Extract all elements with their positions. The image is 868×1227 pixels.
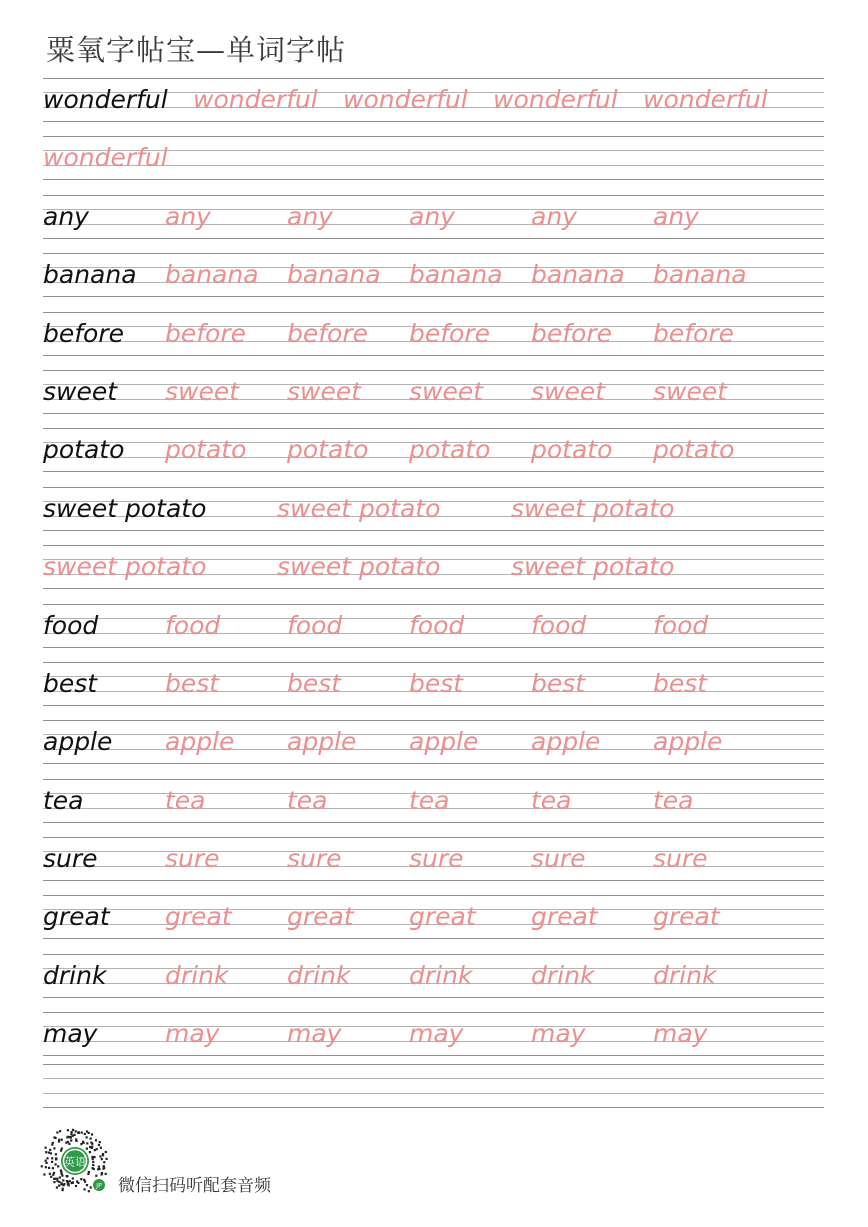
trace-word: sure bbox=[653, 844, 708, 874]
trace-word: great bbox=[409, 902, 476, 932]
trace-word: apple bbox=[165, 727, 235, 757]
practice-row bbox=[43, 779, 824, 837]
trace-word: may bbox=[409, 1019, 464, 1049]
trace-word: sweet bbox=[531, 376, 606, 406]
trace-word: best bbox=[409, 668, 464, 698]
trace-word: wonderful bbox=[493, 85, 618, 114]
practice-row bbox=[43, 1012, 824, 1070]
trace-word: apple bbox=[287, 727, 357, 757]
trace-word: sweet bbox=[409, 376, 484, 406]
trace-word: potato bbox=[287, 435, 369, 465]
trace-word: apple bbox=[653, 727, 723, 757]
trace-word: apple bbox=[409, 727, 479, 757]
practice-row bbox=[43, 370, 824, 428]
footer bbox=[40, 1126, 440, 1198]
practice-row bbox=[43, 487, 824, 545]
trace-word: any bbox=[287, 201, 333, 231]
trace-word: wonderful bbox=[343, 85, 468, 114]
practice-row bbox=[43, 428, 824, 486]
model-word: best bbox=[43, 668, 98, 698]
trace-word: apple bbox=[531, 727, 601, 757]
practice-row bbox=[43, 720, 824, 778]
model-word: may bbox=[43, 1019, 98, 1049]
trace-word: tea bbox=[531, 785, 572, 815]
model-word: drink bbox=[43, 960, 107, 990]
trace-word: food bbox=[165, 610, 221, 640]
trace-word: banana bbox=[653, 260, 747, 290]
trace-word: any bbox=[531, 201, 577, 231]
trace-word: sweet potato bbox=[43, 552, 207, 582]
trace-word: banana bbox=[531, 260, 625, 290]
trace-word: potato bbox=[165, 435, 247, 465]
trace-word: tea bbox=[409, 785, 450, 815]
qr-corner-label: JP bbox=[96, 1182, 102, 1190]
model-word: apple bbox=[43, 727, 113, 757]
trace-word: great bbox=[287, 902, 354, 932]
model-word: sure bbox=[43, 844, 98, 874]
trace-word: may bbox=[287, 1019, 342, 1049]
trace-word: may bbox=[531, 1019, 586, 1049]
model-word: great bbox=[43, 902, 110, 932]
trace-word: tea bbox=[653, 785, 694, 815]
trace-word: before bbox=[653, 318, 735, 348]
trace-word: sweet bbox=[287, 376, 362, 406]
footer-audio-hint: 微信扫码听配套音频 bbox=[118, 1176, 271, 1196]
trace-word: great bbox=[653, 902, 720, 932]
trace-word: sweet potato bbox=[511, 552, 675, 582]
practice-row bbox=[43, 895, 824, 953]
trace-word: may bbox=[165, 1019, 220, 1049]
trace-word: any bbox=[165, 201, 211, 231]
trace-word: best bbox=[287, 668, 342, 698]
trace-word: food bbox=[287, 610, 343, 640]
trace-word: best bbox=[165, 668, 220, 698]
trace-word: sweet bbox=[165, 376, 240, 406]
trace-word: before bbox=[287, 318, 369, 348]
trace-word: sure bbox=[165, 844, 220, 874]
qr-code-icon[interactable] bbox=[40, 1126, 110, 1196]
trace-word: great bbox=[531, 902, 598, 932]
trace-word: drink bbox=[409, 960, 473, 990]
trace-word: best bbox=[653, 668, 708, 698]
trace-word: sweet potato bbox=[277, 552, 441, 582]
trace-word: tea bbox=[165, 785, 206, 815]
trace-word: banana bbox=[287, 260, 381, 290]
trace-word: sweet bbox=[653, 376, 728, 406]
trace-word: wonderful bbox=[193, 85, 318, 114]
trace-word: potato bbox=[531, 435, 613, 465]
practice-row bbox=[43, 545, 824, 603]
trace-word: before bbox=[409, 318, 491, 348]
model-word: wonderful bbox=[43, 85, 168, 114]
trace-word: sweet potato bbox=[511, 493, 675, 523]
practice-row bbox=[43, 253, 824, 311]
model-word: potato bbox=[43, 435, 125, 465]
trace-word: drink bbox=[653, 960, 717, 990]
model-word: banana bbox=[43, 260, 137, 290]
model-word: before bbox=[43, 318, 125, 348]
trace-word: wonderful bbox=[643, 85, 768, 114]
practice-row bbox=[43, 78, 824, 136]
model-word: any bbox=[43, 201, 89, 231]
trace-word: may bbox=[653, 1019, 708, 1049]
trace-word: banana bbox=[165, 260, 259, 290]
trace-word: potato bbox=[653, 435, 735, 465]
practice-row bbox=[43, 837, 824, 895]
trace-word: wonderful bbox=[43, 143, 168, 173]
qr-badge-label: 英语 bbox=[64, 1155, 86, 1169]
page-title: 粟氧字帖宝—单词字帖 bbox=[46, 33, 347, 67]
practice-row bbox=[43, 136, 824, 194]
model-word: sweet bbox=[43, 376, 118, 406]
trace-word: tea bbox=[287, 785, 328, 815]
trace-word: before bbox=[165, 318, 247, 348]
trace-word: sweet potato bbox=[277, 493, 441, 523]
practice-row bbox=[43, 954, 824, 1012]
trace-word: great bbox=[165, 902, 232, 932]
trace-word: sure bbox=[409, 844, 464, 874]
practice-row bbox=[43, 604, 824, 662]
trace-word: food bbox=[409, 610, 465, 640]
trace-word: drink bbox=[531, 960, 595, 990]
trace-word: sure bbox=[287, 844, 342, 874]
trace-word: any bbox=[409, 201, 455, 231]
practice-row bbox=[43, 662, 824, 720]
model-word: tea bbox=[43, 785, 84, 815]
trace-word: any bbox=[653, 201, 699, 231]
trace-word: food bbox=[531, 610, 587, 640]
trace-word: sure bbox=[531, 844, 586, 874]
blank-writing-row bbox=[43, 1064, 824, 1116]
trace-word: drink bbox=[287, 960, 351, 990]
trace-word: before bbox=[531, 318, 613, 348]
trace-word: banana bbox=[409, 260, 503, 290]
practice-row bbox=[43, 195, 824, 253]
trace-word: food bbox=[653, 610, 709, 640]
trace-word: potato bbox=[409, 435, 491, 465]
trace-word: drink bbox=[165, 960, 229, 990]
model-word: food bbox=[43, 610, 99, 640]
model-word: sweet potato bbox=[43, 493, 207, 523]
practice-sheet bbox=[43, 78, 824, 1071]
practice-row bbox=[43, 312, 824, 370]
trace-word: best bbox=[531, 668, 586, 698]
